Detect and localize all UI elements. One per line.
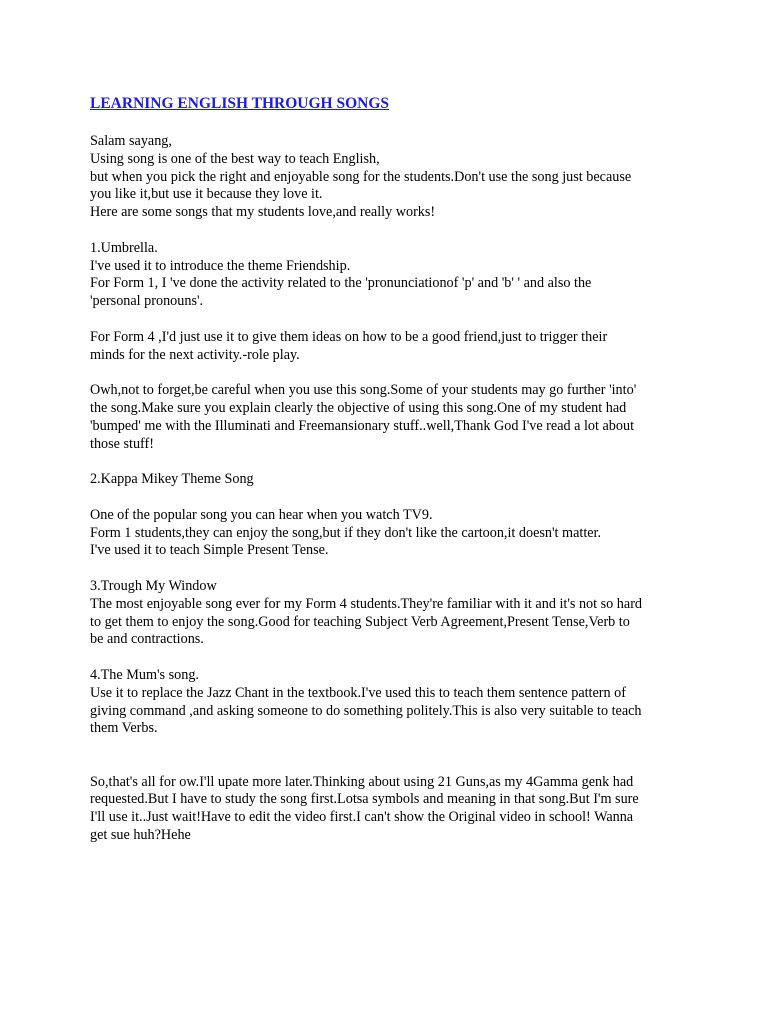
text-line: 'personal pronouns'. xyxy=(90,293,204,310)
text-line: Owh,not to forget,be careful when you use this song.Some of your students may go further 'into' xyxy=(90,382,637,399)
document-title: LEARNING ENGLISH THROUGH SONGS xyxy=(90,95,390,112)
document-page xyxy=(90,95,690,863)
paragraph-mums-song xyxy=(90,667,690,738)
text-line: One of the popular song you can hear when you watch TV9. xyxy=(90,506,433,523)
text-line: I've used it to teach Simple Present Tense. xyxy=(90,542,329,559)
text-line: get sue huh?Hehe xyxy=(90,827,191,844)
song-heading: 1.Umbrella. xyxy=(90,239,158,256)
paragraph-intro xyxy=(90,133,690,222)
text-line: I'll use it..Just wait!Have to edit the video first.I can't show the Original video in school! Wanna xyxy=(90,809,634,826)
text-line: Use it to replace the Jazz Chant in the textbook.I've used this to teach them sentence pattern of xyxy=(90,684,626,701)
text-line: Salam sayang, xyxy=(90,133,172,149)
text-line: For Form 4 ,I'd just use it to give them ideas on how to be a good friend,just to trigger their xyxy=(90,328,608,345)
text-line: to get them to enjoy the song.Good for teaching Subject Verb Agreement,Present Tense,Verb to xyxy=(90,613,630,630)
paragraph-umbrella xyxy=(90,240,690,311)
paragraph-form4 xyxy=(90,329,690,365)
text-line: Form 1 students,they can enjoy the song,but if they don't like the cartoon,it doesn't matter. xyxy=(90,524,602,541)
text-line: requested.But I have to study the song first.Lotsa symbols and meaning in that song.But I'm sure xyxy=(90,791,639,808)
text-line: the song.Make sure you explain clearly the objective of using this song.One of my student had xyxy=(90,399,627,416)
paragraph-window xyxy=(90,578,690,649)
text-line: 'bumped' me with the Illuminati and Freemansionary stuff..well,Thank God I've read a lot about xyxy=(90,417,635,434)
text-line: So,that's all for ow.I'll upate more later.Thinking about using 21 Guns,as my 4Gamma genk had xyxy=(90,773,634,790)
text-line: minds for the next activity.-role play. xyxy=(90,346,300,363)
paragraph-warning xyxy=(90,382,690,453)
song-heading: 4.The Mum's song. xyxy=(90,666,199,683)
text-line: The most enjoyable song ever for my Form 4 students.They're familiar with it and it's not so hard xyxy=(90,595,643,612)
text-line: giving command ,and asking someone to do something politely.This is also very suitable to teach xyxy=(90,702,642,719)
text-line: I've used it to introduce the theme Friendship. xyxy=(90,257,351,274)
text-line: be and contractions. xyxy=(90,631,204,648)
paragraph-closing xyxy=(90,774,690,845)
text-line: those stuff! xyxy=(90,435,154,452)
song-heading: 2.Kappa Mikey Theme Song xyxy=(90,471,254,488)
text-line: you like it,but use it because they love it. xyxy=(90,186,323,203)
text-line: Here are some songs that my students love,and really works! xyxy=(90,204,436,221)
text-line: but when you pick the right and enjoyable song for the students.Don't use the song just because xyxy=(90,168,632,185)
paragraph-kappa xyxy=(90,507,690,560)
paragraph-kappa-heading xyxy=(90,471,690,489)
text-line: Using song is one of the best way to teach English, xyxy=(90,150,380,167)
text-line: them Verbs. xyxy=(90,720,158,737)
text-line: For Form 1, I 've done the activity related to the 'pronunciationof 'p' and 'b' ' and also the xyxy=(90,275,592,292)
song-heading: 3.Trough My Window xyxy=(90,577,217,594)
